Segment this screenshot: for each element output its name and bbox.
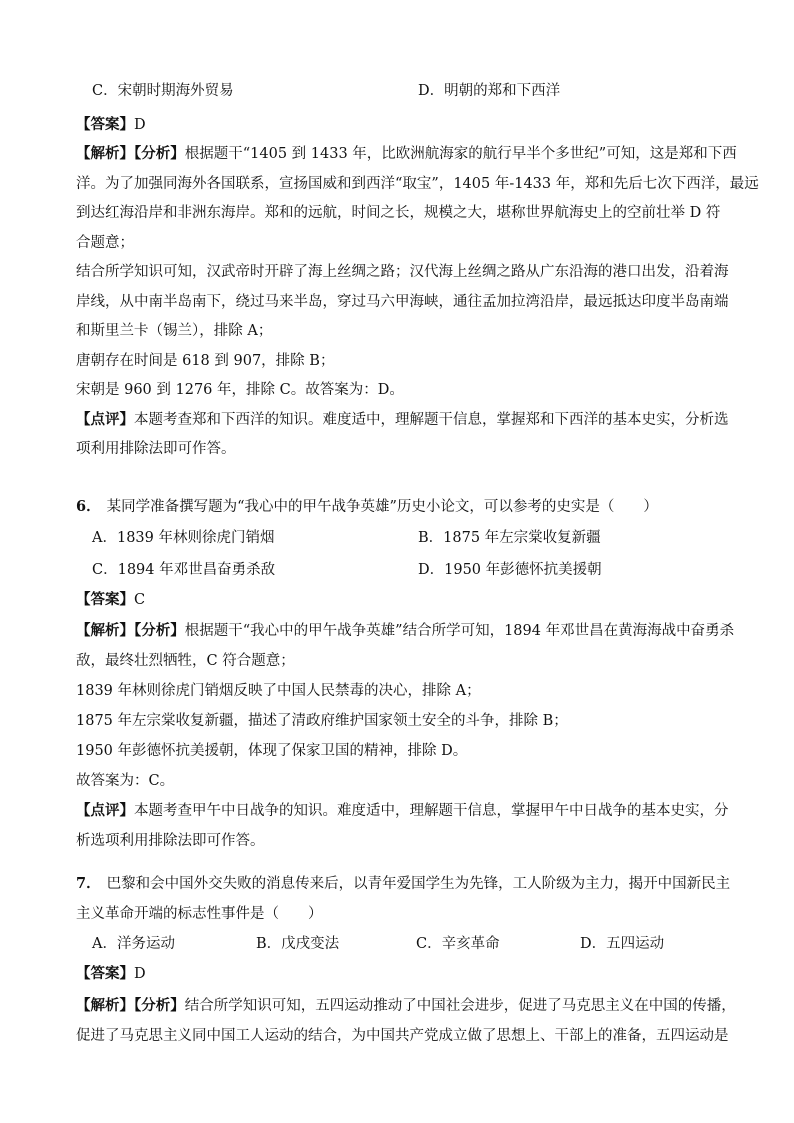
paragraph-text: 结合所学知识可知，五四运动推动了中国社会进步，促进了马克思主义在中国的传播， bbox=[184, 998, 736, 1014]
question-text: 某同学准备撰写题为“我心中的甲午战争英雄”历史小论文，可以参考的史实是（ ） bbox=[106, 499, 658, 515]
paragraph-line bbox=[76, 904, 736, 924]
paragraph-line bbox=[76, 801, 736, 821]
option-text: C．1894 年邓世昌奋勇杀敌 bbox=[92, 562, 276, 578]
paragraph-text: 和斯里兰卡（锡兰），排除 A； bbox=[76, 323, 273, 339]
paragraph-line bbox=[76, 174, 759, 194]
paragraph-text: 宋朝是 960 到 1276 年，排除 C。故答案为：D。 bbox=[76, 382, 404, 398]
paragraph-text: 1839 年林则徐虎门销烟反映了中国人民禁毒的决心，排除 A； bbox=[76, 683, 481, 699]
paragraph-text: 敌，最终壮烈牺牲，C 符合题意； bbox=[76, 653, 295, 669]
question-line bbox=[76, 497, 736, 517]
section-tag: 【解析】【分析】 bbox=[76, 997, 185, 1014]
paragraph-line bbox=[76, 681, 736, 701]
option-text: A．1839 年林则徐虎门销烟 bbox=[92, 530, 275, 546]
option-text: B．1875 年左宗棠收复新疆 bbox=[418, 530, 601, 546]
paragraph-text: D bbox=[134, 966, 146, 982]
paragraph-line bbox=[76, 439, 736, 459]
paragraph-text: 本题考查甲午中日战争的知识。难度适中，理解题干信息，掌握甲午中日战争的基本史实，分 bbox=[134, 803, 729, 819]
option-text: A．洋务运动 bbox=[92, 936, 175, 952]
section-tag: 【答案】 bbox=[76, 116, 134, 133]
paragraph-line bbox=[76, 233, 736, 253]
paragraph-line bbox=[76, 1026, 736, 1046]
paragraph-text: 1875 年左宗棠收复新疆，描述了清政府维护国家领土安全的斗争，排除 B； bbox=[76, 713, 568, 729]
paragraph-line bbox=[76, 115, 736, 135]
question-number: 6． bbox=[76, 498, 101, 515]
paragraph-line bbox=[76, 831, 736, 851]
paragraph-line bbox=[76, 711, 736, 731]
paragraph-text: 促进了马克思主义同中国工人运动的结合，为中国共产党成立做了思想上、干部上的准备，五四运动是 bbox=[76, 1028, 729, 1044]
paragraph-line bbox=[76, 964, 736, 984]
paragraph-text: D bbox=[134, 117, 146, 133]
paragraph-text: 主义革命开端的标志性事件是（ ） bbox=[76, 906, 323, 922]
paragraph-line bbox=[76, 321, 736, 341]
section-tag: 【点评】 bbox=[76, 802, 134, 819]
paragraph-text: 根据题干“我心中的甲午战争英雄”结合所学可知，1894 年邓世昌在黄海海战中奋勇杀 bbox=[184, 623, 735, 639]
paragraph-text: 析选项利用排除法即可作答。 bbox=[76, 833, 265, 849]
option-text: C．宋朝时期海外贸易 bbox=[92, 83, 234, 99]
section-tag: 【解析】【分析】 bbox=[76, 145, 185, 162]
paragraph-line bbox=[76, 771, 736, 791]
paragraph-text: 根据题干“1405 到 1433 年，比欧洲航海家的航行早半个多世纪”可知，这是郑和下西 bbox=[184, 146, 737, 162]
paragraph-text: 洋。为了加强同海外各国联系，宣扬国威和到西洋“取宝”，1405 年-1433 年，郑和先后七次下西洋，最远 bbox=[76, 176, 759, 192]
paragraph-text: 故答案为：C。 bbox=[76, 773, 175, 789]
paragraph-text: 合题意； bbox=[76, 235, 134, 251]
question-number: 7． bbox=[76, 875, 101, 892]
option-text: C．辛亥革命 bbox=[416, 936, 500, 952]
paragraph-line bbox=[76, 741, 736, 761]
paragraph-line bbox=[76, 996, 736, 1016]
paragraph-line bbox=[76, 203, 736, 223]
option-text: B．戊戌变法 bbox=[256, 936, 340, 952]
section-tag: 【解析】【分析】 bbox=[76, 622, 185, 639]
paragraph-line bbox=[76, 410, 736, 430]
paragraph-text: 到达红海沿岸和非洲东海岸。郑和的远航，时间之长，规模之大，堪称世界航海史上的空前壮举 D 符 bbox=[76, 205, 721, 221]
paragraph-line bbox=[76, 351, 736, 371]
paragraph-text: 项利用排除法即可作答。 bbox=[76, 441, 236, 457]
paragraph-line bbox=[76, 144, 736, 164]
paragraph-line bbox=[76, 621, 736, 641]
paragraph-line bbox=[76, 380, 736, 400]
paragraph-text: 唐朝存在时间是 618 到 907，排除 B； bbox=[76, 353, 335, 369]
question-line bbox=[76, 874, 736, 894]
paragraph-line bbox=[76, 262, 736, 282]
option-text: D．明朝的郑和下西洋 bbox=[418, 83, 561, 99]
option-text: D．五四运动 bbox=[580, 936, 665, 952]
paragraph-text: 岸线，从中南半岛南下，绕过马来半岛，穿过马六甲海峡，通往孟加拉湾沿岸，最远抵达印度半岛南端 bbox=[76, 294, 729, 310]
paragraph-line bbox=[76, 292, 736, 312]
paragraph-line bbox=[76, 651, 736, 671]
paragraph-text: 结合所学知识可知，汉武帝时开辟了海上丝绸之路；汉代海上丝绸之路从广东沿海的港口出发，沿着海 bbox=[76, 264, 729, 280]
question-text: 巴黎和会中国外交失败的消息传来后，以青年爱国学生为先锋，工人阶级为主力，揭开中国新民主 bbox=[106, 876, 731, 892]
paragraph-text: 本题考查郑和下西洋的知识。难度适中，理解题干信息，掌握郑和下西洋的基本史实，分析选 bbox=[134, 412, 729, 428]
section-tag: 【答案】 bbox=[76, 965, 134, 982]
section-tag: 【点评】 bbox=[76, 411, 134, 428]
paragraph-line bbox=[76, 590, 736, 610]
option-text: D．1950 年彭德怀抗美援朝 bbox=[418, 562, 602, 578]
paragraph-text: C bbox=[134, 592, 146, 608]
paragraph-text: 1950 年彭德怀抗美援朝，体现了保家卫国的精神，排除 D。 bbox=[76, 743, 468, 759]
section-tag: 【答案】 bbox=[76, 591, 134, 608]
